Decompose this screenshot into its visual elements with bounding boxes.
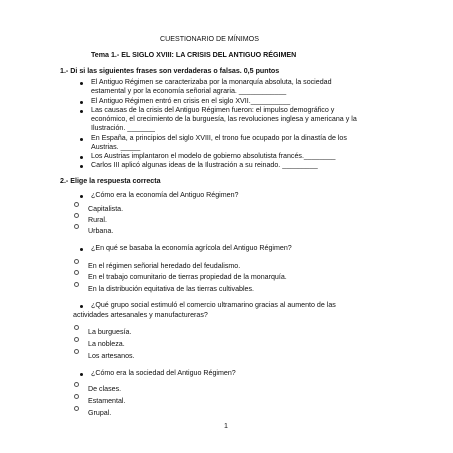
- option-label: En la distribución equitativa de las tierras cultivables.: [88, 285, 254, 293]
- radio-button[interactable]: [74, 213, 79, 218]
- option-label: En el trabajo comunitario de tierras propiedad de la monarquía.: [88, 273, 287, 281]
- question-2: ¿En qué se basaba la economía agrícola del Antiguo Régimen?: [91, 244, 292, 252]
- option-label: Grupal.: [88, 409, 112, 417]
- bullet: [80, 110, 83, 113]
- bullet: [80, 101, 83, 104]
- radio-button[interactable]: [74, 202, 79, 207]
- option-label: Los artesanos.: [88, 352, 135, 360]
- radio-button[interactable]: [74, 224, 79, 229]
- bullet: [80, 248, 83, 251]
- page-number: 1: [224, 422, 228, 430]
- section1-heading: 1.- Di si las siguientes frases son verdaderas o falsas. 0,5 puntos: [60, 67, 280, 75]
- option-label: De clases.: [88, 385, 122, 393]
- option-label: La nobleza.: [88, 340, 125, 348]
- option-label: Rural.: [88, 216, 107, 224]
- radio-button[interactable]: [74, 349, 79, 354]
- option-label: Urbana.: [88, 227, 114, 235]
- option-label: Capitalista.: [88, 205, 124, 213]
- option-label: Estamental.: [88, 397, 126, 405]
- radio-button[interactable]: [74, 406, 79, 411]
- bullet: [80, 305, 83, 308]
- doc-title: CUESTIONARIO DE MÍNIMOS: [160, 35, 259, 43]
- bullet: [80, 373, 83, 376]
- tf-statement-2: El Antiguo Régimen entró en crisis en el siglo XVII.__________: [91, 97, 291, 105]
- tf-statement-6: Carlos III aplicó algunas ideas de la Ilustración a su reinado. _________: [91, 161, 318, 169]
- section2-heading: 2.- Elige la respuesta correcta: [60, 177, 161, 185]
- question-3-cont: actividades artesanales y manufactureras?: [73, 311, 208, 319]
- question-4: ¿Cómo era la sociedad del Antiguo Régimen?: [91, 369, 236, 377]
- bullet: [80, 165, 83, 168]
- tf-statement-3: Las causas de la crisis del Antiguo Régimen fueron: el impulso demográfico y: [91, 106, 335, 114]
- bullet: [80, 138, 83, 141]
- option-label: En el régimen señorial heredado del feudalismo.: [88, 262, 241, 270]
- question-3: ¿Qué grupo social estimuló el comercio ultramarino gracias al aumento de las: [91, 301, 336, 309]
- tf-statement-4-cont: Austrias. _____: [91, 143, 141, 151]
- tf-statement-1: El Antiguo Régimen se caracterizaba por la monarquía absoluta, la sociedad: [91, 78, 332, 86]
- tf-statement-3-cont2: Ilustración. _______: [91, 124, 155, 132]
- radio-button[interactable]: [74, 325, 79, 330]
- question-1: ¿Cómo era la economía del Antiguo Régimen?: [91, 191, 239, 199]
- radio-button[interactable]: [74, 259, 79, 264]
- radio-button[interactable]: [74, 382, 79, 387]
- radio-button[interactable]: [74, 337, 79, 342]
- option-label: La burguesía.: [88, 328, 132, 336]
- radio-button[interactable]: [74, 394, 79, 399]
- bullet: [80, 82, 83, 85]
- tf-statement-4: En España, a principios del siglo XVIII, el trono fue ocupado por la dinastía de los: [91, 134, 347, 142]
- tf-statement-1-cont: estamental y por la economía señorial agraria. ____________: [91, 87, 287, 95]
- tf-statement-5: Los Austrias implantaron el modelo de gobierno absolutista francés.________: [91, 152, 336, 160]
- doc-subtitle: Tema 1.- EL SIGLO XVIII: LA CRISIS DEL ANTIGUO RÉGIMEN: [91, 51, 297, 59]
- bullet: [80, 156, 83, 159]
- radio-button[interactable]: [74, 282, 79, 287]
- bullet: [80, 195, 83, 198]
- radio-button[interactable]: [74, 270, 79, 275]
- tf-statement-3-cont: económico, el crecimiento de la burguesía, las revoluciones inglesa y americana y la: [91, 115, 357, 123]
